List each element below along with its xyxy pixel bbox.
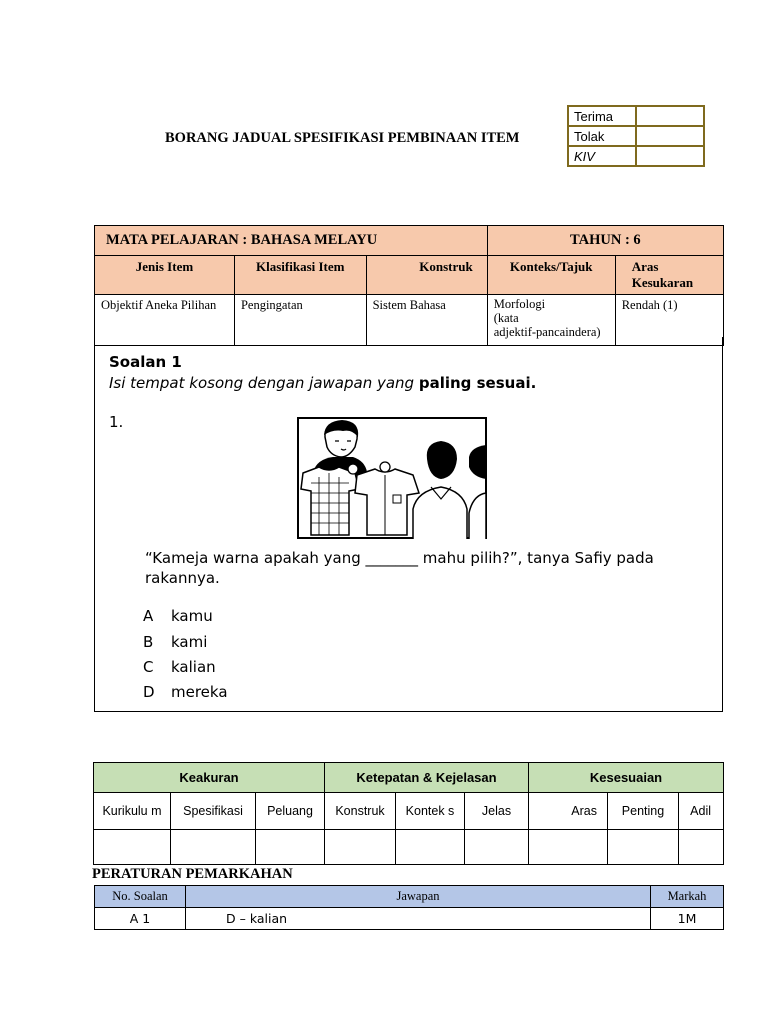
criteria-kurikulum: Kurikulu m	[94, 793, 171, 830]
option-c[interactable]	[143, 658, 216, 676]
value-konteks-line1: Morfologi	[493, 297, 546, 311]
header-konstruk: Konstruk	[366, 256, 487, 295]
score-spesifikasi[interactable]	[171, 830, 256, 865]
header-aras: Aras Kesukaran	[615, 256, 723, 295]
question-number: 1.	[109, 413, 124, 431]
option-c-letter: C	[143, 658, 154, 676]
status-terima-label: Terima	[568, 106, 636, 126]
option-b[interactable]	[143, 633, 207, 651]
subject-cell: MATA PELAJARAN : BAHASA MELAYU	[95, 226, 488, 256]
question-box	[94, 337, 723, 712]
score-aras[interactable]	[529, 830, 608, 865]
answer-header-markah: Markah	[651, 886, 724, 908]
question-heading: Soalan 1	[109, 353, 182, 371]
header-jenis-item: Jenis Item	[95, 256, 235, 295]
instruction-text: Isi tempat kosong dengan jawapan yang	[109, 374, 415, 392]
instruction-bold-text: paling sesuai.	[418, 374, 537, 392]
group-ketepatan: Ketepatan & Kejelasan	[325, 763, 529, 793]
review-status-box	[567, 105, 705, 167]
header-klasifikasi-item: Klasifikasi Item	[234, 256, 366, 295]
year-cell: TAHUN : 6	[487, 226, 723, 256]
group-kesesuaian: Kesesuaian	[529, 763, 724, 793]
option-c-text: kalian	[171, 658, 216, 676]
score-kurikulum[interactable]	[94, 830, 171, 865]
status-kiv-label: KIV	[568, 146, 636, 166]
criteria-peluang: Peluang	[256, 793, 325, 830]
answer-row-jawapan: D – kalian	[186, 908, 651, 930]
answer-header-jawapan: Jawapan	[186, 886, 651, 908]
status-terima-cell[interactable]	[636, 106, 704, 126]
score-konstruk[interactable]	[325, 830, 396, 865]
answer-row-no: A 1	[95, 908, 186, 930]
question-text: “Kameja warna apakah yang _______ mahu pilih?”, tanya Safiy pada rakannya.	[145, 549, 654, 587]
shirt-shopping-illustration	[297, 417, 487, 539]
criteria-spesifikasi: Spesifikasi	[171, 793, 256, 830]
value-jenis-item: Objektif Aneka Pilihan	[95, 295, 235, 346]
value-konteks-line3: adjektif-pancaindera)	[493, 325, 601, 339]
option-a-text: kamu	[171, 607, 213, 625]
score-adil[interactable]	[679, 830, 724, 865]
criteria-aras: Aras	[529, 793, 608, 830]
answer-row-markah: 1M	[651, 908, 724, 930]
option-a[interactable]	[143, 607, 213, 625]
status-kiv-cell[interactable]	[636, 146, 704, 166]
status-tolak-cell[interactable]	[636, 126, 704, 146]
option-d-text: mereka	[171, 683, 228, 701]
score-penting[interactable]	[608, 830, 679, 865]
criteria-konteks: Kontek s	[396, 793, 465, 830]
score-konteks[interactable]	[396, 830, 465, 865]
option-b-text: kami	[171, 633, 208, 651]
criteria-adil: Adil	[679, 793, 724, 830]
evaluation-table	[93, 762, 724, 865]
score-peluang[interactable]	[256, 830, 325, 865]
value-konstruk: Sistem Bahasa	[366, 295, 487, 346]
answer-table	[94, 885, 724, 930]
value-konteks-line2: (kata	[493, 311, 519, 325]
question-instruction	[109, 374, 536, 392]
option-d-letter: D	[143, 683, 155, 701]
group-keakuran: Keakuran	[94, 763, 325, 793]
option-b-letter: B	[143, 633, 154, 651]
value-klasifikasi-item: Pengingatan	[234, 295, 366, 346]
option-d[interactable]	[143, 683, 228, 701]
criteria-penting: Penting	[608, 793, 679, 830]
page-title: BORANG JADUAL SPESIFIKASI PEMBINAAN ITEM	[165, 130, 520, 146]
value-aras: Rendah (1)	[615, 295, 723, 346]
score-jelas[interactable]	[465, 830, 529, 865]
specification-table	[94, 225, 724, 346]
header-konteks: Konteks/Tajuk	[487, 256, 615, 295]
criteria-jelas: Jelas	[465, 793, 529, 830]
criteria-konstruk: Konstruk	[325, 793, 396, 830]
answer-header-no: No. Soalan	[95, 886, 186, 908]
marking-scheme-title: PERATURAN PEMARKAHAN	[92, 866, 293, 882]
option-a-letter: A	[143, 607, 154, 625]
status-tolak-label: Tolak	[568, 126, 636, 146]
